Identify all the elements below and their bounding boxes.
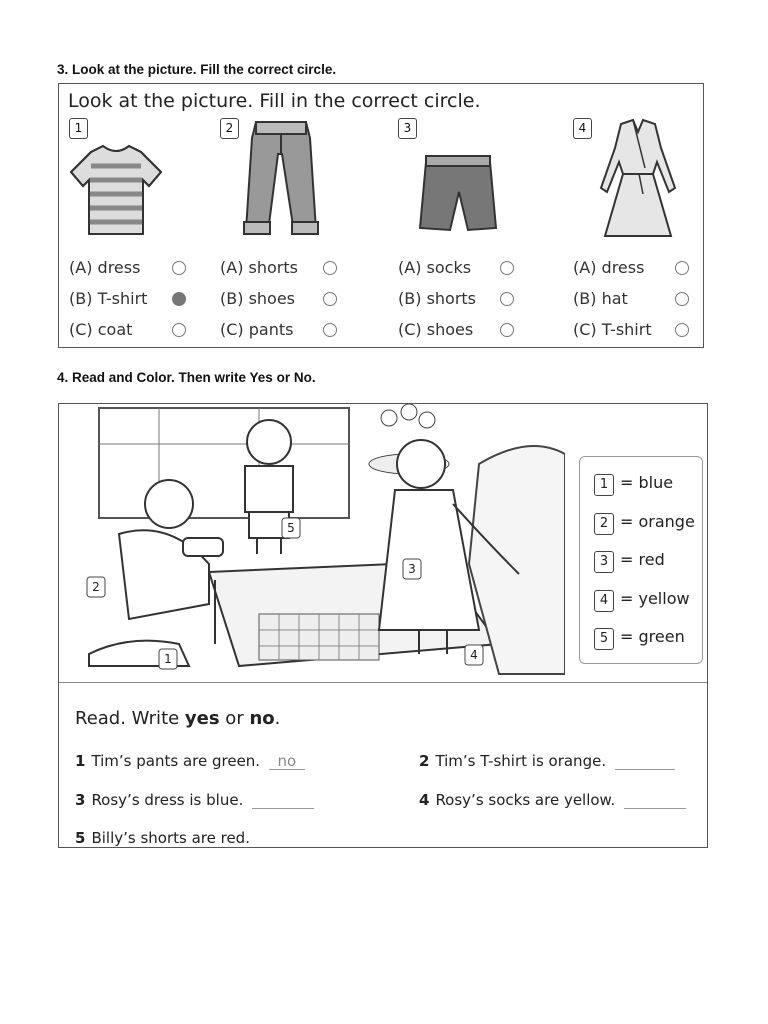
divider bbox=[59, 682, 707, 683]
t-shirt-icon bbox=[61, 142, 171, 272]
question-3: 3 Rosy’s dress is blue. bbox=[75, 791, 314, 809]
option-b: (B) shoes bbox=[220, 289, 296, 308]
legend-row-3: 3 = red bbox=[594, 550, 665, 572]
dress-icon bbox=[583, 118, 693, 248]
legend-row-4: 4 = yellow bbox=[594, 589, 690, 611]
radio-option-c[interactable] bbox=[675, 323, 689, 337]
scene-label-5: 5 bbox=[287, 521, 295, 535]
exercise-3-box bbox=[58, 83, 704, 348]
radio-option-c[interactable] bbox=[172, 323, 186, 337]
option-b: (B) hat bbox=[573, 289, 628, 308]
radio-option-a[interactable] bbox=[675, 261, 689, 275]
legend-row-5: 5 = green bbox=[594, 627, 685, 649]
option-c: (C) shoes bbox=[398, 320, 474, 339]
scene-label-1: 1 bbox=[164, 652, 172, 666]
radio-option-c[interactable] bbox=[500, 323, 514, 337]
option-a: (A) socks bbox=[398, 258, 472, 277]
option-c: (C) coat bbox=[69, 320, 133, 339]
color-legend bbox=[579, 456, 703, 664]
pants-icon bbox=[226, 118, 336, 248]
question-5: 5 Billy’s shorts are red. bbox=[75, 829, 250, 847]
question-1: 1 Tim’s pants are green. no bbox=[75, 752, 305, 770]
legend-row-2: 2 = orange bbox=[594, 512, 695, 534]
answer-field-3[interactable] bbox=[252, 791, 314, 809]
radio-option-c[interactable] bbox=[323, 323, 337, 337]
item-1 bbox=[69, 118, 239, 368]
scene-label-4: 4 bbox=[470, 648, 478, 662]
item-2 bbox=[220, 118, 390, 368]
question-4: 4 Rosy’s socks are yellow. bbox=[419, 791, 686, 809]
answer-field-1[interactable]: no bbox=[269, 752, 305, 770]
item-3 bbox=[398, 118, 568, 368]
option-c: (C) T-shirt bbox=[573, 320, 652, 339]
radio-option-a[interactable] bbox=[323, 261, 337, 275]
legend-row-1: 1 = blue bbox=[594, 473, 673, 495]
read-write-title: Read. Write yes or no. bbox=[75, 708, 281, 729]
option-a: (A) shorts bbox=[220, 258, 298, 277]
item-number: 4 bbox=[573, 118, 592, 139]
radio-option-a[interactable] bbox=[172, 261, 186, 275]
radio-option-b[interactable] bbox=[675, 292, 689, 306]
option-a: (A) dress bbox=[69, 258, 141, 277]
radio-option-b[interactable] bbox=[500, 292, 514, 306]
section-3-heading: 3. Look at the picture. Fill the correct circle. bbox=[57, 62, 337, 77]
answer-field-4[interactable] bbox=[624, 791, 686, 809]
playroom-scene-illustration bbox=[59, 404, 565, 682]
shorts-icon bbox=[404, 142, 514, 272]
option-c: (C) pants bbox=[220, 320, 294, 339]
radio-option-a[interactable] bbox=[500, 261, 514, 275]
option-b: (B) shorts bbox=[398, 289, 477, 308]
scene-label-3: 3 bbox=[408, 562, 416, 576]
option-a: (A) dress bbox=[573, 258, 645, 277]
radio-option-b[interactable] bbox=[323, 292, 337, 306]
question-2: 2 Tim’s T-shirt is orange. bbox=[419, 752, 675, 770]
answer-field-2[interactable] bbox=[615, 752, 675, 770]
item-number: 1 bbox=[69, 118, 88, 139]
item-number: 2 bbox=[220, 118, 239, 139]
item-4 bbox=[573, 118, 743, 368]
radio-option-b-filled[interactable] bbox=[172, 292, 186, 306]
scene-label-2: 2 bbox=[92, 580, 100, 594]
exercise-4-box bbox=[58, 403, 708, 848]
item-number: 3 bbox=[398, 118, 417, 139]
option-b: (B) T-shirt bbox=[69, 289, 148, 308]
section-4-heading: 4. Read and Color. Then write Yes or No. bbox=[57, 370, 316, 385]
exercise-3-title: Look at the picture. Fill in the correct circle. bbox=[68, 90, 481, 112]
